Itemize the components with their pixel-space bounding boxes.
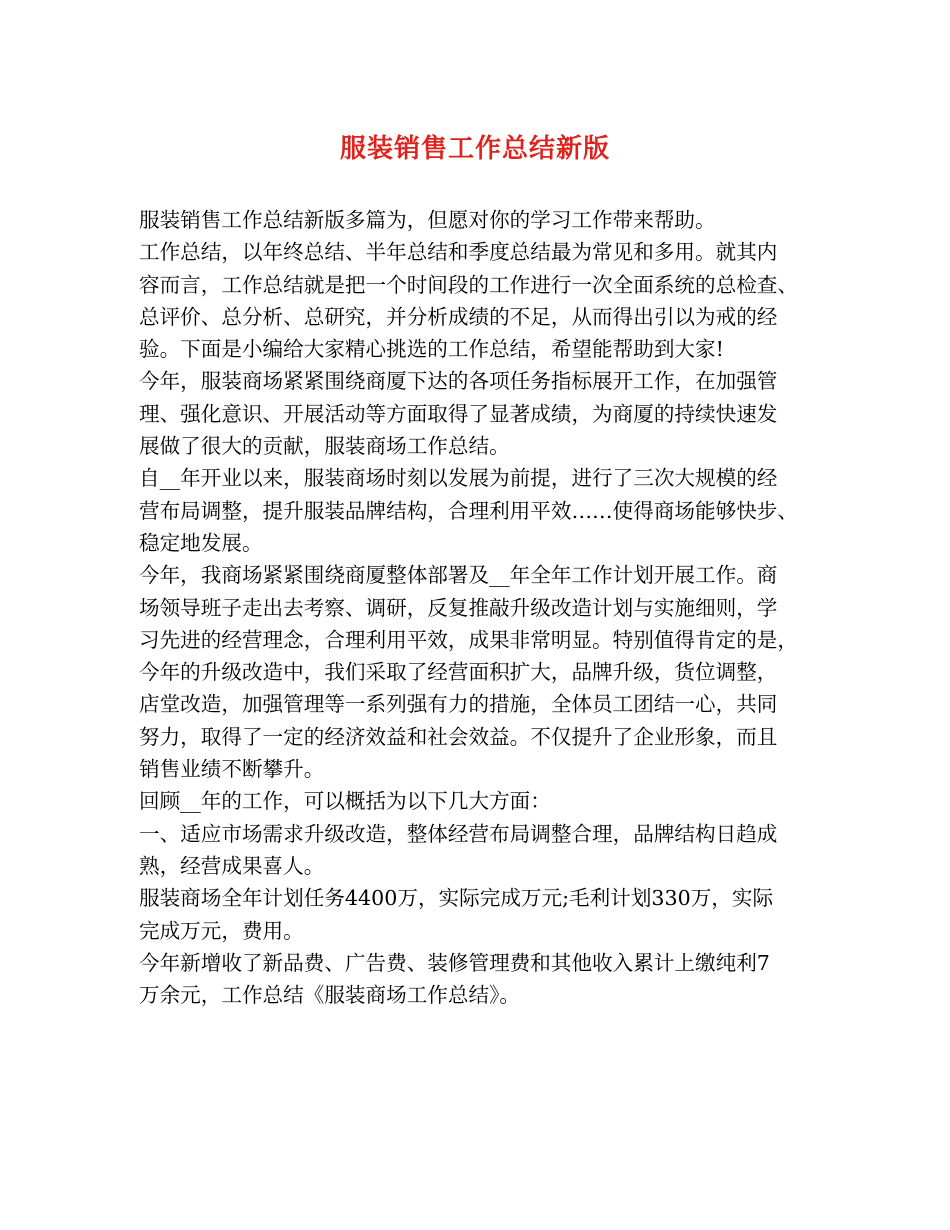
text-line: 容而言，工作总结就是把一个时间段的工作进行一次全面系统的总检查、: [139, 272, 798, 297]
text-line: 完成万元，费用。: [139, 918, 304, 943]
text-line: 万余元，工作总结《服装商场工作总结》。: [139, 983, 520, 1008]
text-line: 营布局调整，提升服装品牌结构，合理利用平效……使得商场能够快步、: [139, 498, 798, 523]
text-line: 努力，取得了一定的经济效益和社会效益。不仅提升了企业形象，而且: [139, 724, 778, 749]
text-line: 店堂改造，加强管理等一系列强有力的措施，全体员工团结一心，共同: [139, 692, 778, 717]
text-line: 场领导班子走出去考察、调研，反复推敲升级改造计划与实施细则，学: [139, 595, 778, 620]
text-line: 验。下面是小编给大家精心挑选的工作总结，希望能帮助到大家!: [139, 337, 724, 362]
text-line: 展做了很大的贡献，服装商场工作总结。: [139, 434, 510, 459]
text-line: 服装销售工作总结新版多篇为，但愿对你的学习工作带来帮助。: [139, 208, 716, 232]
text-line: 习先进的经营理念，合理利用平效，成果非常明显。特别值得肯定的是，: [139, 627, 798, 652]
text-line: 工作总结，以年终总结、半年总结和季度总结最为常见和多用。就其内: [139, 240, 778, 265]
text-line: 熟，经营成果喜人。: [139, 853, 325, 878]
text-line: 理、强化意识、开展活动等方面取得了显著成绩，为商厦的持续快速发: [139, 401, 778, 426]
text-line: 销售业绩不断攀升。: [139, 757, 325, 782]
text-line: 稳定地发展。: [139, 530, 263, 555]
text-line: 回顾__年的工作，可以概括为以下几大方面：: [139, 789, 551, 814]
text-line: 今年新增收了新品费、广告费、装修管理费和其他收入累计上缴纯利7: [139, 950, 770, 975]
text-line: 今年的升级改造中，我们采取了经营面积扩大，品牌升级，货位调整，: [139, 660, 778, 685]
text-line: 自__年开业以来，服装商场时刻以发展为前提，进行了三次大规模的经: [139, 466, 778, 491]
text-line: 服装商场全年计划任务4400万，实际完成万元;毛利计划330万，实际: [139, 886, 774, 911]
text-line: 总评价、总分析、总研究，并分析成绩的不足，从而得出引以为戒的经: [139, 304, 778, 329]
text-line: 今年，我商场紧紧围绕商厦整体部署及__年全年工作计划开展工作。商: [139, 563, 778, 588]
document-title: 服装销售工作总结新版: [339, 134, 610, 164]
text-line: 一、适应市场需求升级改造，整体经营布局调整合理，品牌结构日趋成: [139, 821, 778, 846]
document-body: [139, 204, 819, 1011]
text-line: 今年，服装商场紧紧围绕商厦下达的各项任务指标展开工作，在加强管: [139, 369, 778, 394]
